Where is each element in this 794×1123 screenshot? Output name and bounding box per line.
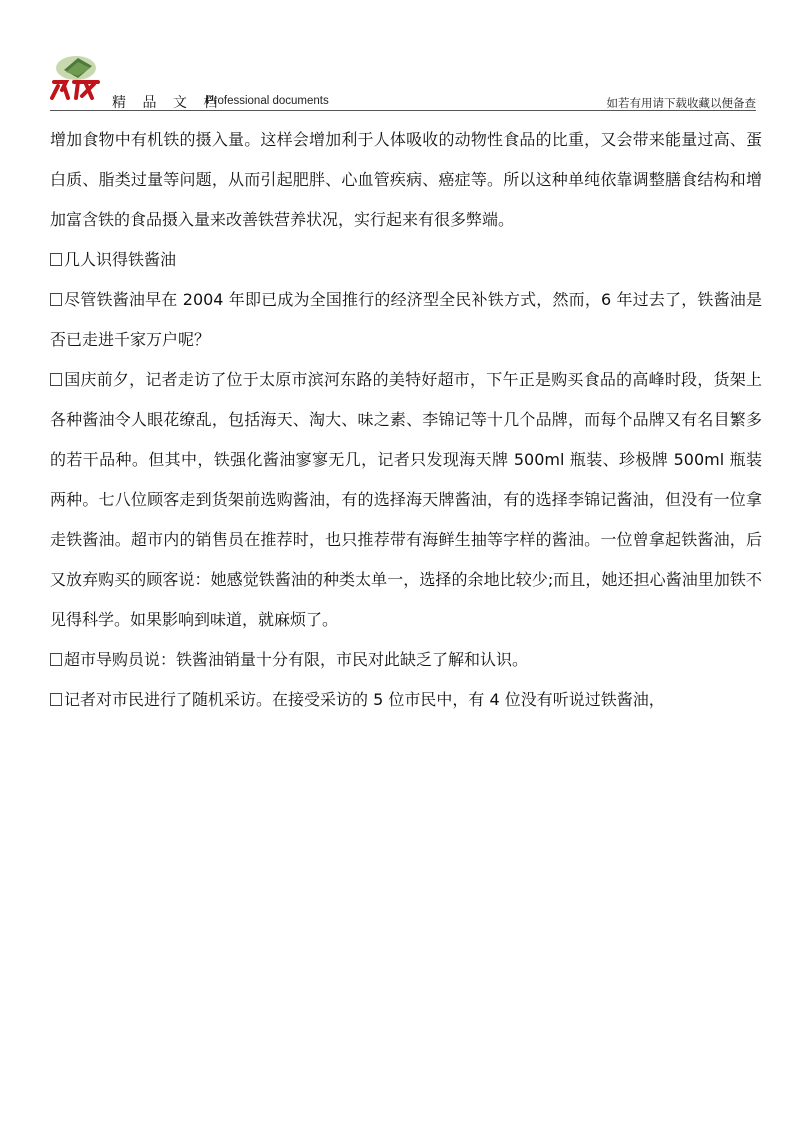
paragraph [50,280,762,360]
header-subtitle: Professional documents [206,95,329,107]
paragraph [50,680,762,720]
paragraph-text: 尽管铁酱油早在 2004 年即已成为全国推行的经济型全民补铁方式，然而，6 年过去了，铁酱油是否已走进千家万户呢？ [50,290,762,349]
placeholder-box-icon [50,693,62,706]
paragraph-text: 几人识得铁酱油 [64,250,177,269]
document-body [50,120,762,720]
header-divider [50,110,756,111]
header-title: 精 品 文 档 [112,95,224,111]
paragraph [50,360,762,640]
paragraph-text: 记者对市民进行了随机采访。在接受采访的 5 位市民中，有 4 位没有听说过铁酱油， [64,690,665,709]
paragraph [50,120,762,240]
paragraph-text: 超市导购员说：铁酱油销量十分有限，市民对此缺乏了解和认识。 [64,650,529,669]
placeholder-box-icon [50,253,62,266]
placeholder-box-icon [50,653,62,666]
page-header [0,0,794,112]
zhishi-logo-icon [48,52,104,104]
paragraph-text: 增加食物中有机铁的摄入量。这样会增加利于人体吸收的动物性食品的比重，又会带来能量过高、蛋白质、脂类过量等问题，从而引起肥胖、心血管疾病、癌症等。所以这种单纯依靠调整膳食结构和增加富含铁的食品摄入量来改善铁营养状况，实行起来有很多弊端。 [50,130,762,229]
header-note: 如若有用请下载收藏以便备查 [606,96,756,110]
paragraph-text: 国庆前夕，记者走访了位于太原市滨河东路的美特好超市，下午正是购买食品的高峰时段，货架上各种酱油令人眼花缭乱，包括海天、淘大、味之素、李锦记等十几个品牌，而每个品牌又有名目繁多的若干品种。但其中，铁强化酱油寥寥无几，记者只发现海天牌 500ml 瓶装、珍极牌 500ml 瓶装两种。七八位顾客走到货架前选购酱油，有的选择海天牌酱油，有的选择李锦记酱油，但没有一位拿走铁酱油。超市内的销售员在推荐时，也只推荐带有海鲜生抽等字样的酱油。一位曾拿起铁酱油，后又放弃购买的顾客说：她感觉铁酱油的种类太单一，选择的余地比较少;而且，她还担心酱油里加铁不见得科学。如果影响到味道，就麻烦了。 [50,370,762,629]
placeholder-box-icon [50,293,62,306]
paragraph [50,240,762,280]
paragraph [50,640,762,680]
placeholder-box-icon [50,373,62,386]
